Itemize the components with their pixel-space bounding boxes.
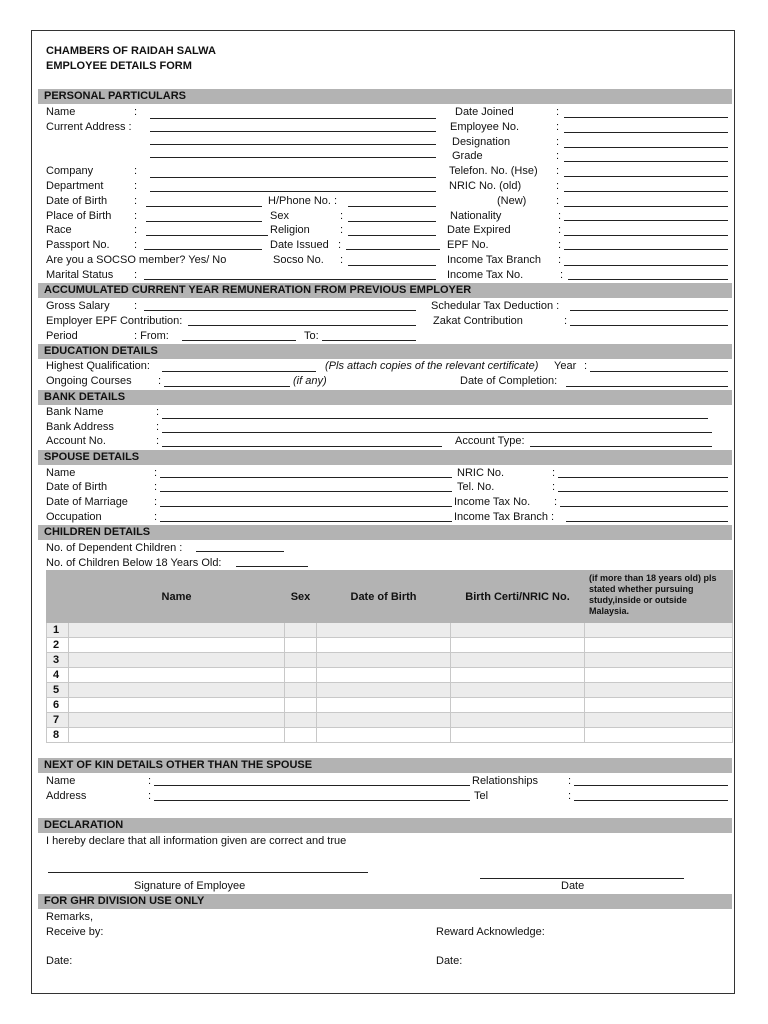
bank-address-field[interactable] — [162, 432, 712, 433]
child-sex-cell[interactable] — [285, 653, 317, 668]
child-sex-cell[interactable] — [285, 668, 317, 683]
socso-no-field[interactable] — [348, 265, 436, 266]
children-below-18-field[interactable] — [236, 566, 308, 567]
colon: : — [154, 511, 158, 523]
header-sex: Sex — [285, 571, 317, 623]
declaration-text: I hereby declare that all information given are correct and true — [46, 835, 347, 847]
label-year: Year — [554, 360, 577, 372]
declaration-date-line[interactable] — [480, 878, 684, 879]
name-field[interactable] — [150, 118, 436, 119]
marital-field[interactable] — [144, 279, 436, 280]
child-dob-cell[interactable] — [317, 668, 451, 683]
section-remuneration — [38, 283, 732, 298]
colon: : — [560, 269, 564, 281]
header-number — [47, 571, 69, 623]
colon: : — [558, 254, 562, 266]
row-number: 4 — [47, 668, 69, 683]
colon: : — [340, 210, 344, 222]
religion-field[interactable] — [348, 235, 436, 236]
section-education — [38, 344, 732, 359]
label-ghr-date-left: Date: — [46, 955, 73, 967]
colon: : — [134, 195, 138, 207]
label-department: Department — [46, 180, 104, 192]
child-cert-cell[interactable] — [451, 668, 585, 683]
grade-field[interactable] — [564, 161, 728, 162]
child-dob-cell[interactable] — [317, 698, 451, 713]
colon: : — [154, 467, 158, 479]
label-spouse-name: Name — [46, 467, 76, 479]
label-date-expired: Date Expired — [447, 224, 511, 236]
child-cert-cell[interactable] — [451, 713, 585, 728]
child-dob-cell[interactable] — [317, 623, 451, 638]
label-income-tax-branch: Income Tax Branch — [447, 254, 541, 266]
label-designation: Designation — [452, 136, 511, 148]
label-kin-tel: Tel — [474, 790, 489, 802]
if-any-note: (if any) — [293, 375, 327, 387]
children-table-header — [47, 571, 733, 623]
label-gross-salary: Gross Salary — [46, 300, 110, 312]
kin-name-field[interactable] — [154, 785, 470, 786]
sex-field[interactable] — [348, 221, 436, 222]
row-number: 8 — [47, 728, 69, 743]
row-number: 2 — [47, 638, 69, 653]
child-cert-cell[interactable] — [451, 623, 585, 638]
child-sex-cell[interactable] — [285, 683, 317, 698]
header-name: Name — [69, 571, 285, 623]
colon: : — [552, 481, 556, 493]
department-field[interactable] — [150, 191, 436, 192]
label-bank-name: Bank Name — [46, 406, 104, 418]
account-no-field[interactable] — [162, 446, 442, 447]
employee-no-field[interactable] — [564, 132, 728, 133]
colon: : — [558, 224, 562, 236]
colon: : — [156, 406, 160, 418]
child-study-cell[interactable] — [585, 623, 733, 638]
colon: : — [568, 790, 572, 802]
section-personal-title: PERSONAL PARTICULARS — [44, 90, 186, 102]
section-spouse-title: SPOUSE DETAILS — [44, 451, 140, 463]
section-ghr — [38, 894, 732, 909]
child-sex-cell[interactable] — [285, 713, 317, 728]
occupation-field[interactable] — [160, 521, 452, 522]
colon: : — [556, 121, 560, 133]
child-study-cell[interactable] — [585, 638, 733, 653]
section-declaration — [38, 818, 732, 833]
child-dob-cell[interactable] — [317, 653, 451, 668]
colon: : — [552, 467, 556, 479]
label-spouse-income-tax-branch: Income Tax Branch : — [454, 511, 555, 523]
child-name-cell[interactable] — [69, 653, 285, 668]
child-study-cell[interactable] — [585, 653, 733, 668]
schedular-tax-field[interactable] — [570, 310, 728, 311]
dependent-children-field[interactable] — [196, 551, 284, 552]
label-nationality: Nationality — [450, 210, 502, 222]
label-date-of-completion: Date of Completion: — [460, 375, 558, 387]
label-bank-address: Bank Address — [46, 421, 114, 433]
label-spouse-income-tax-no: Income Tax No. — [454, 496, 531, 508]
child-cert-cell[interactable] — [451, 683, 585, 698]
child-name-cell[interactable] — [69, 698, 285, 713]
label-name: Name — [46, 106, 76, 118]
header-birth-cert: Birth Certi/NRIC No. — [451, 571, 585, 623]
section-children-title: CHILDREN DETAILS — [44, 526, 151, 538]
label-socso-member: Are you a SOCSO member? Yes/ No — [46, 254, 227, 266]
dob-field[interactable] — [146, 206, 262, 207]
colon: : — [134, 269, 138, 281]
nationality-field[interactable] — [564, 220, 728, 221]
child-study-cell[interactable] — [585, 668, 733, 683]
address-field-2[interactable] — [150, 144, 436, 145]
child-name-cell[interactable] — [69, 638, 285, 653]
table-row — [47, 638, 733, 653]
income-tax-branch-field[interactable] — [564, 265, 728, 266]
label-remarks: Remarks, — [46, 911, 94, 923]
colon: : — [556, 195, 560, 207]
colon: : — [568, 775, 572, 787]
colon: : — [556, 180, 560, 192]
period-to-field[interactable] — [322, 340, 416, 341]
table-row — [47, 683, 733, 698]
colon: : — [154, 496, 158, 508]
label-marital: Marital Status — [46, 269, 114, 281]
label-occupation: Occupation — [46, 511, 102, 523]
colon: : — [558, 239, 562, 251]
kin-address-field[interactable] — [154, 800, 470, 801]
child-name-cell[interactable] — [69, 623, 285, 638]
colon: : — [558, 210, 562, 222]
section-declaration-title: DECLARATION — [44, 819, 124, 831]
ongoing-courses-field[interactable] — [164, 386, 290, 387]
date-issued-field[interactable] — [346, 249, 440, 250]
child-dob-cell[interactable] — [317, 713, 451, 728]
child-sex-cell[interactable] — [285, 698, 317, 713]
address-field-1[interactable] — [150, 131, 436, 132]
spouse-dob-field[interactable] — [160, 491, 452, 492]
label-from: : From: — [134, 330, 169, 342]
colon: : — [156, 435, 160, 447]
child-study-cell[interactable] — [585, 728, 733, 743]
colon: : — [556, 106, 560, 118]
spouse-tel-field[interactable] — [558, 491, 728, 492]
period-from-field[interactable] — [182, 340, 296, 341]
child-study-cell[interactable] — [585, 683, 733, 698]
label-account-type: Account Type: — [455, 435, 525, 447]
label-nric-old: NRIC No. (old) — [449, 180, 522, 192]
child-study-cell[interactable] — [585, 698, 733, 713]
label-income-tax-no: Income Tax No. — [447, 269, 524, 281]
label-grade: Grade — [452, 150, 483, 162]
gross-salary-field[interactable] — [144, 310, 416, 311]
child-sex-cell[interactable] — [285, 728, 317, 743]
colon: : — [148, 790, 152, 802]
label-dependent-children: No. of Dependent Children : — [46, 542, 183, 554]
signature-line[interactable] — [48, 872, 368, 873]
label-spouse-nric: NRIC No. — [457, 467, 505, 479]
label-spouse-dob: Date of Birth — [46, 481, 108, 493]
label-to: To: — [304, 330, 319, 342]
label-employer-epf: Employer EPF Contribution: — [46, 315, 183, 327]
designation-field[interactable] — [564, 147, 728, 148]
telefon-field[interactable] — [564, 176, 728, 177]
highest-qualification-field[interactable] — [162, 371, 316, 372]
label-sex: Sex — [270, 210, 289, 222]
child-cert-cell[interactable] — [451, 728, 585, 743]
colon: : — [154, 481, 158, 493]
label-date-issued: Date Issued — [270, 239, 329, 251]
label-declaration-date: Date — [561, 880, 585, 892]
spouse-income-tax-branch-field[interactable] — [566, 521, 728, 522]
section-children — [38, 525, 732, 540]
colon: : — [134, 106, 138, 118]
colon: : — [134, 210, 138, 222]
epf-no-field[interactable] — [564, 249, 728, 250]
child-name-cell[interactable] — [69, 668, 285, 683]
colon: : — [564, 315, 568, 327]
children-table — [46, 570, 733, 743]
row-number: 7 — [47, 713, 69, 728]
child-dob-cell[interactable] — [317, 638, 451, 653]
colon: : — [134, 300, 138, 312]
year-field[interactable] — [590, 371, 728, 372]
child-name-cell[interactable] — [69, 728, 285, 743]
kin-tel-field[interactable] — [574, 800, 728, 801]
colon: : — [134, 180, 138, 192]
label-schedular-tax: Schedular Tax Deduction : — [431, 300, 560, 312]
label-ghr-date-right: Date: — [436, 955, 463, 967]
child-cert-cell[interactable] — [451, 653, 585, 668]
colon: : — [158, 375, 162, 387]
label-employee-no: Employee No. — [450, 121, 520, 133]
child-dob-cell[interactable] — [317, 683, 451, 698]
row-number: 5 — [47, 683, 69, 698]
date-of-completion-field[interactable] — [566, 386, 728, 387]
label-zakat: Zakat Contribution — [433, 315, 523, 327]
label-relationships: Relationships — [472, 775, 539, 787]
income-tax-no-field[interactable] — [568, 279, 728, 280]
label-race: Race — [46, 224, 72, 236]
child-dob-cell[interactable] — [317, 728, 451, 743]
label-kin-name: Name — [46, 775, 76, 787]
label-nric-new: (New) — [497, 195, 527, 207]
section-personal — [38, 89, 732, 104]
section-next-of-kin-title: NEXT OF KIN DETAILS OTHER THAN THE SPOUSE — [44, 759, 313, 771]
hphone-field[interactable] — [348, 206, 436, 207]
label-telefon: Telefon. No. (Hse) — [449, 165, 538, 177]
label-epf-no: EPF No. — [447, 239, 489, 251]
header-dob: Date of Birth — [317, 571, 451, 623]
colon: : — [556, 150, 560, 162]
label-place-of-birth: Place of Birth — [46, 210, 112, 222]
table-row — [47, 623, 733, 638]
place-of-birth-field[interactable] — [146, 221, 262, 222]
bank-name-field[interactable] — [162, 418, 708, 419]
label-highest-qualification: Highest Qualification: — [46, 360, 150, 372]
colon: : — [134, 165, 138, 177]
account-type-field[interactable] — [530, 446, 712, 447]
nric-old-field[interactable] — [564, 191, 728, 192]
child-cert-cell[interactable] — [451, 698, 585, 713]
row-number: 3 — [47, 653, 69, 668]
colon: : — [148, 775, 152, 787]
label-ongoing-courses: Ongoing Courses — [46, 375, 132, 387]
nric-new-field[interactable] — [564, 206, 728, 207]
date-of-marriage-field[interactable] — [160, 506, 452, 507]
label-account-no: Account No. — [46, 435, 106, 447]
table-row — [47, 653, 733, 668]
colon: : — [340, 254, 344, 266]
label-date-of-birth: Date of Birth — [46, 195, 108, 207]
company-field[interactable] — [150, 177, 436, 178]
label-hphone: H/Phone No. : — [268, 195, 338, 207]
colon: : — [340, 224, 344, 236]
child-name-cell[interactable] — [69, 713, 285, 728]
colon: : — [556, 165, 560, 177]
child-sex-cell[interactable] — [285, 638, 317, 653]
label-company: Company — [46, 165, 94, 177]
attach-note: (Pls attach copies of the relevant certificate) — [325, 360, 539, 372]
label-signature: Signature of Employee — [134, 880, 246, 892]
table-row — [47, 713, 733, 728]
relationships-field[interactable] — [574, 785, 728, 786]
passport-field[interactable] — [144, 249, 262, 250]
label-period: Period — [46, 330, 78, 342]
section-bank-title: BANK DETAILS — [44, 391, 126, 403]
spouse-name-field[interactable] — [160, 477, 452, 478]
section-next-of-kin — [38, 758, 732, 773]
section-spouse — [38, 450, 732, 465]
colon: : — [338, 239, 342, 251]
label-socso-no: Socso No. — [273, 254, 324, 266]
spouse-income-tax-no-field[interactable] — [560, 506, 728, 507]
child-sex-cell[interactable] — [285, 623, 317, 638]
label-date-of-marriage: Date of Marriage — [46, 496, 128, 508]
colon: : — [156, 421, 160, 433]
label-religion: Religion — [270, 224, 310, 236]
colon: : — [134, 224, 138, 236]
label-kin-address: Address — [46, 790, 87, 802]
table-row — [47, 698, 733, 713]
child-name-cell[interactable] — [69, 683, 285, 698]
child-study-cell[interactable] — [585, 713, 733, 728]
label-receive-by: Receive by: — [46, 926, 104, 938]
header-study-note: (if more than 18 years old) pls stated whether pursuing study,inside or outside Malaysia. — [585, 571, 733, 623]
spouse-nric-field[interactable] — [558, 477, 728, 478]
row-number: 1 — [47, 623, 69, 638]
label-current-address: Current Address : — [46, 121, 132, 133]
label-passport: Passport No. — [46, 239, 110, 251]
table-row — [47, 728, 733, 743]
colon: : — [134, 239, 138, 251]
colon: : — [556, 136, 560, 148]
label-spouse-tel: Tel. No. — [457, 481, 495, 493]
colon: : — [554, 496, 558, 508]
label-reward-acknowledge: Reward Acknowledge: — [436, 926, 545, 938]
colon: : — [584, 360, 588, 372]
child-cert-cell[interactable] — [451, 638, 585, 653]
date-expired-field[interactable] — [564, 235, 728, 236]
form-title: EMPLOYEE DETAILS FORM — [46, 60, 192, 72]
section-education-title: EDUCATION DETAILS — [44, 345, 158, 357]
race-field[interactable] — [146, 235, 268, 236]
zakat-field[interactable] — [570, 325, 728, 326]
table-row — [47, 668, 733, 683]
label-children-below-18: No. of Children Below 18 Years Old: — [46, 557, 222, 569]
company-name: CHAMBERS OF RAIDAH SALWA — [46, 45, 216, 57]
row-number: 6 — [47, 698, 69, 713]
section-ghr-title: FOR GHR DIVISION USE ONLY — [44, 895, 205, 907]
date-joined-field[interactable] — [564, 117, 728, 118]
section-remuneration-title: ACCUMULATED CURRENT YEAR REMUNERATION FROM PREVIOUS EMPLOYER — [44, 284, 472, 296]
address-field-3[interactable] — [150, 157, 436, 158]
employer-epf-field[interactable] — [188, 325, 416, 326]
section-bank — [38, 390, 732, 405]
label-date-joined: Date Joined — [455, 106, 514, 118]
